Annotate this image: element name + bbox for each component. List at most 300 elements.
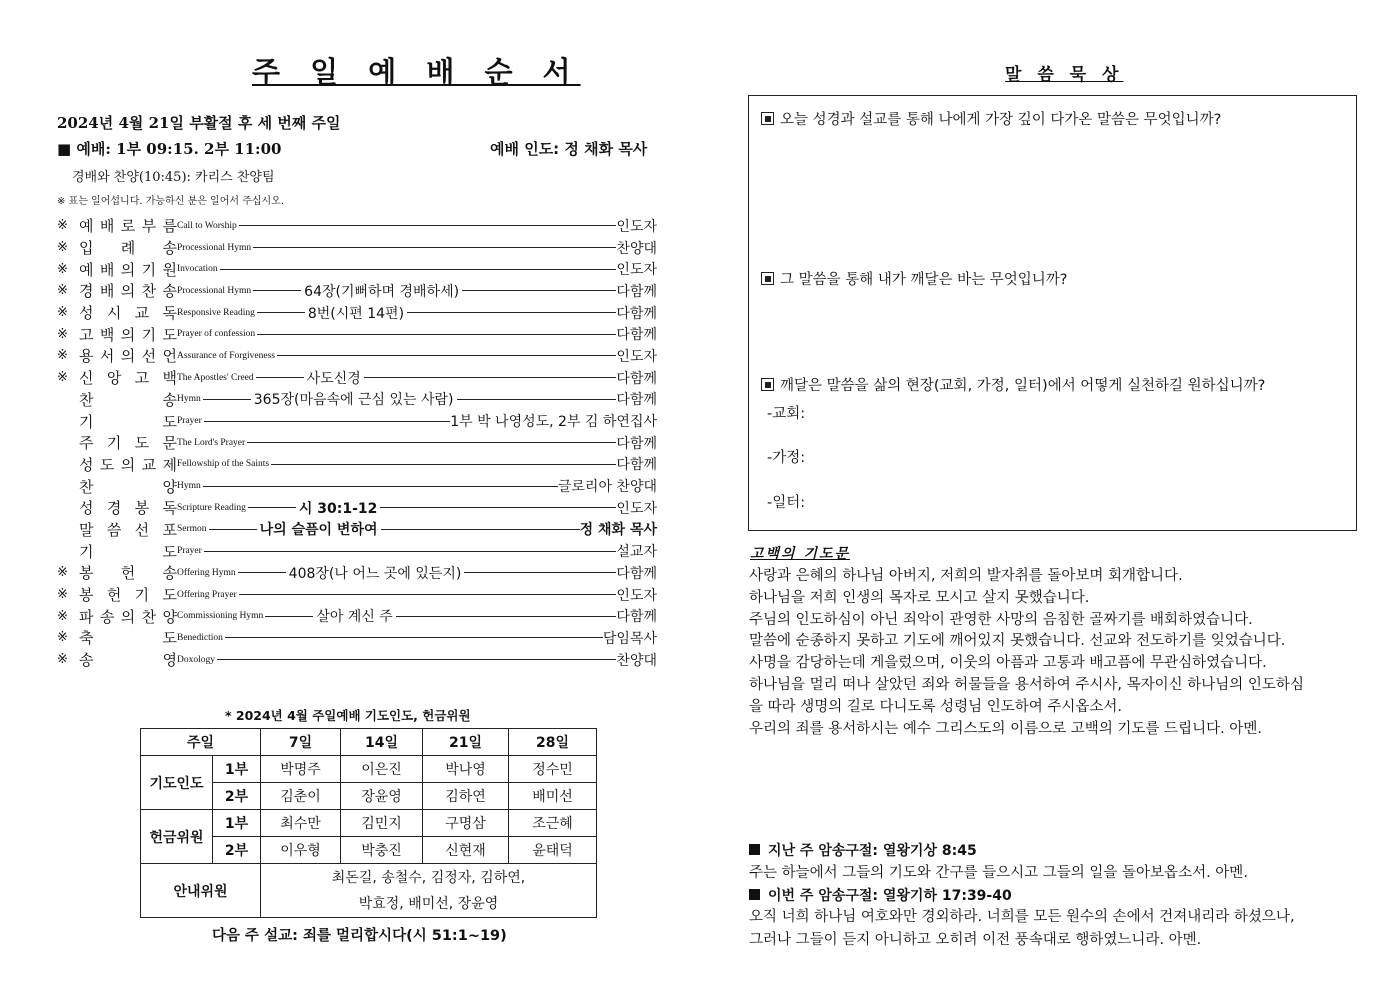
name-char: 포 bbox=[162, 520, 177, 539]
heading-text: 지난 주 암송구절: 열왕기상 8:45 bbox=[768, 843, 977, 859]
stand-mark: ※ bbox=[57, 370, 68, 386]
name-char: 교 bbox=[141, 455, 157, 474]
usher-line: 박효정, 배미선, 장윤영 bbox=[358, 895, 499, 912]
part-label: 1부 bbox=[213, 810, 261, 837]
order-item-name bbox=[79, 411, 177, 432]
stand-mark: ※ bbox=[57, 283, 68, 299]
order-item bbox=[57, 410, 657, 432]
name-char: 백 bbox=[162, 369, 177, 388]
order-item bbox=[57, 367, 657, 389]
name-char: 찬 bbox=[79, 477, 94, 496]
dotted-rule bbox=[253, 247, 616, 248]
order-item-name bbox=[79, 497, 177, 518]
order-item bbox=[57, 454, 657, 476]
name-char: 독 bbox=[162, 499, 177, 518]
service-date: 2024년 4월 21일 부활절 후 세 번째 주일 bbox=[57, 114, 341, 132]
name-char: 고 bbox=[79, 325, 94, 344]
square-bullet-icon bbox=[749, 844, 760, 855]
order-item bbox=[57, 627, 657, 649]
name-char: 선 bbox=[134, 520, 150, 539]
name-char: 양 bbox=[162, 607, 177, 626]
order-item-english: Invocation bbox=[177, 264, 218, 275]
name-char: 예 bbox=[79, 217, 94, 236]
leader-line bbox=[256, 368, 617, 388]
name-char: 헌 bbox=[106, 586, 122, 605]
order-item bbox=[57, 258, 657, 280]
order-item bbox=[57, 649, 657, 671]
name-char: 도 bbox=[162, 412, 177, 431]
order-item bbox=[57, 432, 657, 454]
order-item-content: 시 30:1-12 bbox=[298, 500, 378, 517]
leader-line bbox=[217, 659, 616, 660]
order-item-responsible: 인도자 bbox=[616, 348, 657, 365]
header-cell: 7일 bbox=[261, 729, 341, 756]
name-char: 입 bbox=[79, 239, 94, 258]
order-item-responsible: 다함께 bbox=[616, 370, 657, 387]
name-char: 언 bbox=[162, 347, 177, 366]
order-item bbox=[57, 584, 657, 606]
name-char: 례 bbox=[120, 239, 136, 258]
name-char: 파 bbox=[79, 607, 94, 626]
order-item bbox=[57, 475, 657, 497]
name-char: 주 bbox=[79, 434, 94, 453]
dotted-rule bbox=[396, 616, 617, 617]
order-item-responsible: 인도자 bbox=[616, 262, 657, 279]
order-item-content: 살아 계신 주 bbox=[316, 609, 393, 626]
order-item-responsible: 설교자 bbox=[616, 544, 657, 561]
order-item-responsible: 인도자 bbox=[616, 218, 657, 235]
table-cell: 정수민 bbox=[509, 756, 597, 783]
name-char: 씀 bbox=[106, 520, 122, 539]
order-item-name bbox=[79, 649, 177, 670]
work-label: -일터: bbox=[767, 495, 806, 511]
name-char: 선 bbox=[141, 347, 157, 366]
name-char: 문 bbox=[162, 434, 177, 453]
name-char: 송 bbox=[99, 607, 115, 626]
dotted-rule bbox=[257, 334, 616, 335]
roster-table bbox=[140, 728, 597, 918]
order-item-english: Prayer of confession bbox=[177, 329, 256, 340]
leader-line bbox=[239, 225, 617, 226]
order-item-responsible: 다함께 bbox=[616, 435, 657, 452]
order-item-responsible: 인도자 bbox=[616, 587, 657, 604]
name-char: 말 bbox=[79, 520, 94, 539]
praise-info: 경배와 찬양(10:45): 카리스 찬양팀 bbox=[72, 170, 275, 185]
row-label-usher: 안내위원 bbox=[141, 864, 261, 918]
name-char: 송 bbox=[162, 564, 177, 583]
worship-leader: 예배 인도: 정 채화 목사 bbox=[490, 140, 648, 158]
order-item-content: 408장(나 어느 곳에 있든지) bbox=[288, 565, 462, 582]
name-char: 기 bbox=[79, 412, 94, 431]
table-cell: 최수만 bbox=[261, 810, 341, 837]
order-item bbox=[57, 345, 657, 367]
question-text: 오늘 성경과 설교를 통해 나에게 가장 깊이 다가온 말씀은 무엇입니까? bbox=[780, 112, 1222, 128]
confession-line: 하나님을 멀리 떠나 살았던 죄와 허물들을 용서하여 주시사, 목자이신 하나님의 인도하심 bbox=[749, 676, 1304, 693]
this-week-verse-heading bbox=[749, 885, 1012, 905]
order-item-name bbox=[79, 454, 177, 475]
name-char: 배 bbox=[99, 217, 115, 236]
name-char: 앙 bbox=[106, 369, 122, 388]
name-char: 도 bbox=[134, 434, 150, 453]
name-char: 도 bbox=[99, 455, 115, 474]
dotted-rule bbox=[203, 399, 251, 400]
name-char: 기 bbox=[141, 260, 157, 279]
name-char: 의 bbox=[120, 347, 136, 366]
confession-title: 고백의 기도문 bbox=[750, 546, 851, 562]
order-item-name bbox=[79, 237, 177, 258]
leader-line bbox=[253, 281, 616, 301]
name-char: 송 bbox=[162, 282, 177, 301]
order-item-english: Fellowship of the Saints bbox=[177, 459, 270, 470]
table-header-row bbox=[141, 729, 597, 756]
dotted-rule bbox=[380, 507, 616, 508]
name-char: 의 bbox=[120, 455, 136, 474]
table-cell: 이우형 bbox=[261, 837, 341, 864]
order-item bbox=[57, 605, 657, 627]
name-char: 성 bbox=[79, 304, 94, 323]
name-char: 서 bbox=[99, 347, 115, 366]
order-item-responsible: 담임목사 bbox=[602, 630, 657, 647]
question-text: 그 말씀을 통해 내가 깨달은 바는 무엇입니까? bbox=[780, 272, 1068, 288]
row-label-offering: 헌금위원 bbox=[141, 810, 213, 864]
table-row bbox=[141, 864, 597, 918]
name-char: 기 bbox=[106, 434, 122, 453]
confession-line: 말씀에 순종하지 못하고 기도에 깨어있지 못했습니다. 선교와 전도하기를 잊었습니다. bbox=[749, 633, 1286, 650]
dotted-rule bbox=[204, 551, 617, 552]
name-char: 배 bbox=[99, 260, 115, 279]
header-cell: 28일 bbox=[509, 729, 597, 756]
name-char: 름 bbox=[162, 217, 177, 236]
page-title: 주 일 예 배 순 서 bbox=[252, 55, 581, 89]
table-cell: 배미선 bbox=[509, 783, 597, 810]
order-item-content: 사도신경 bbox=[306, 370, 361, 387]
order-item bbox=[57, 302, 657, 324]
stand-mark: ※ bbox=[57, 348, 68, 364]
header-cell: 주일 bbox=[141, 729, 261, 756]
home-label: -가정: bbox=[767, 450, 806, 466]
name-char: 로 bbox=[120, 217, 136, 236]
order-item-english: The Lord's Prayer bbox=[177, 437, 246, 448]
dotted-rule bbox=[457, 399, 617, 400]
leader-line bbox=[225, 637, 603, 638]
order-item-english: Sermon bbox=[177, 524, 207, 535]
name-char: 경 bbox=[79, 282, 94, 301]
table-cell: 윤태덕 bbox=[509, 837, 597, 864]
order-item-english: Hymn bbox=[177, 394, 201, 405]
order-item-english: Hymn bbox=[177, 481, 201, 492]
dotted-rule bbox=[204, 421, 450, 422]
dotted-rule bbox=[248, 507, 296, 508]
order-item-responsible: 인도자 bbox=[616, 500, 657, 517]
order-item bbox=[57, 519, 657, 541]
table-cell: 이은진 bbox=[341, 756, 423, 783]
dotted-rule bbox=[257, 312, 305, 313]
name-char: 도 bbox=[162, 542, 177, 561]
dotted-rule bbox=[364, 377, 617, 378]
name-char: 의 bbox=[120, 607, 136, 626]
name-char: 봉 bbox=[79, 586, 94, 605]
stand-mark: ※ bbox=[57, 305, 68, 321]
name-char: 배 bbox=[99, 282, 115, 301]
order-item bbox=[57, 562, 657, 584]
order-item-responsible: 다함께 bbox=[616, 457, 657, 474]
name-char: 독 bbox=[162, 304, 177, 323]
order-item-responsible: 글로리아 찬양대 bbox=[557, 479, 657, 496]
order-item bbox=[57, 323, 657, 345]
order-item-english: Scripture Reading bbox=[177, 502, 246, 513]
leader-line bbox=[203, 389, 617, 409]
order-item-responsible: 다함께 bbox=[616, 609, 657, 626]
stand-note: ※ 표는 일어섭니다. 가능하신 분은 일어서 주십시오. bbox=[57, 196, 285, 207]
name-char: 원 bbox=[162, 260, 177, 279]
confession-line: 하나님을 저희 인생의 목자로 모시고 살지 못했습니다. bbox=[749, 589, 1090, 606]
order-item-english: Commissioning Hymn bbox=[177, 611, 264, 622]
leader-line bbox=[209, 519, 580, 539]
name-char: 양 bbox=[162, 477, 177, 496]
name-char: 송 bbox=[79, 651, 94, 670]
order-item-name bbox=[79, 432, 177, 453]
order-item-english: Offering Hymn bbox=[177, 567, 236, 578]
order-item bbox=[57, 237, 657, 259]
leader-line bbox=[203, 486, 558, 487]
dotted-rule bbox=[277, 355, 616, 356]
next-sermon: 다음 주 설교: 죄를 멀리합시다(시 51:1~19) bbox=[212, 928, 507, 944]
name-char: 찬 bbox=[141, 282, 157, 301]
part-label: 2부 bbox=[213, 783, 261, 810]
question-2 bbox=[761, 268, 1067, 289]
name-char: 예 bbox=[79, 260, 94, 279]
row-label-prayer: 기도인도 bbox=[141, 756, 213, 810]
name-char: 도 bbox=[162, 325, 177, 344]
table-cell: 박명주 bbox=[261, 756, 341, 783]
header-cell: 14일 bbox=[341, 729, 423, 756]
order-item-content: 나의 슬픔이 변하여 bbox=[259, 522, 378, 539]
table-cell: 김민지 bbox=[341, 810, 423, 837]
order-item-english: Responsive Reading bbox=[177, 307, 255, 318]
dotted-rule bbox=[203, 486, 558, 487]
table-cell: 조근혜 bbox=[509, 810, 597, 837]
order-item-responsible: 찬양대 bbox=[616, 652, 657, 669]
confession-line: 을 따라 생명의 길로 다니도록 성령님 인도하여 주시옵소서. bbox=[749, 698, 1123, 715]
leader-line bbox=[204, 421, 450, 422]
name-char: 백 bbox=[99, 325, 115, 344]
stand-mark: ※ bbox=[57, 261, 68, 277]
dotted-rule bbox=[256, 377, 304, 378]
leader-line bbox=[271, 464, 616, 465]
this-week-verse-line: 그러나 그들이 듣지 아니하고 오히려 이전 풍속대로 행하였느니라. 아멘. bbox=[749, 932, 1202, 948]
order-item-name bbox=[79, 606, 177, 627]
dotted-rule bbox=[247, 442, 616, 443]
name-char: 도 bbox=[162, 629, 177, 648]
order-item-english: Processional Hymn bbox=[177, 285, 252, 296]
checkbox-square-icon bbox=[761, 112, 774, 125]
name-char: 의 bbox=[120, 260, 136, 279]
order-item-responsible: 1부 박 나영성도, 2부 김 하연집사 bbox=[450, 414, 657, 431]
order-item-responsible: 다함께 bbox=[616, 392, 657, 409]
name-char: 경 bbox=[106, 499, 122, 518]
table-cell: 김춘이 bbox=[261, 783, 341, 810]
leader-line bbox=[238, 563, 617, 583]
name-char: 헌 bbox=[120, 564, 136, 583]
order-item-english: Offering Prayer bbox=[177, 589, 237, 600]
leader-line bbox=[248, 498, 617, 518]
order-item-english: Prayer bbox=[177, 416, 202, 427]
part-label: 1부 bbox=[213, 756, 261, 783]
name-char: 교 bbox=[134, 304, 150, 323]
table-cell: 구명삼 bbox=[423, 810, 509, 837]
order-item-name bbox=[79, 345, 177, 366]
order-item-responsible: 다함께 bbox=[616, 565, 657, 582]
stand-mark: ※ bbox=[57, 326, 68, 342]
order-item-content: 8번(시편 14편) bbox=[307, 305, 405, 322]
last-week-verse-heading bbox=[749, 840, 977, 860]
name-char: 봉 bbox=[134, 499, 150, 518]
stand-mark: ※ bbox=[57, 240, 68, 256]
dotted-rule bbox=[238, 572, 286, 573]
this-week-verse-line: 오직 너희 하나님 여호와만 경외하라. 너희를 모든 원수의 손에서 건져내리라 하셨으나, bbox=[749, 909, 1295, 925]
stand-mark: ※ bbox=[57, 587, 68, 603]
table-cell: 장윤영 bbox=[341, 783, 423, 810]
stand-mark: ※ bbox=[57, 565, 68, 581]
church-label: -교회: bbox=[767, 406, 806, 422]
last-week-verse: 주는 하늘에서 그들의 기도와 간구를 들으시고 그들의 일을 돌아보옵소서. 아멘. bbox=[749, 865, 1248, 881]
order-item-name bbox=[79, 389, 177, 410]
order-item-name bbox=[79, 259, 177, 280]
order-item-name bbox=[79, 215, 177, 236]
service-times: ■ 예배: 1부 09:15. 2부 11:00 bbox=[57, 140, 282, 158]
leader-line bbox=[239, 594, 617, 595]
order-item-english: Processional Hymn bbox=[177, 242, 252, 253]
leader-line bbox=[257, 303, 617, 323]
name-char: 의 bbox=[120, 282, 136, 301]
name-char: 시 bbox=[106, 304, 122, 323]
order-item-name bbox=[79, 324, 177, 345]
usher-names bbox=[261, 864, 597, 918]
order-item-english: Prayer bbox=[177, 546, 202, 557]
confession-line: 사랑과 은혜의 하나님 아버지, 저희의 발자취를 돌아보며 회개합니다. bbox=[749, 568, 1183, 584]
square-bullet-icon bbox=[749, 889, 760, 900]
name-char: 송 bbox=[162, 239, 177, 258]
name-char: 찬 bbox=[141, 607, 157, 626]
name-char: 기 bbox=[79, 542, 94, 561]
confession-prayer bbox=[749, 566, 1369, 740]
leader-line bbox=[265, 606, 616, 626]
name-char: 용 bbox=[79, 347, 94, 366]
name-char: 부 bbox=[141, 217, 157, 236]
name-char: 봉 bbox=[79, 564, 94, 583]
order-item-name bbox=[79, 627, 177, 648]
dotted-rule bbox=[209, 529, 257, 530]
order-item-responsible: 다함께 bbox=[616, 283, 657, 300]
order-of-worship bbox=[57, 215, 657, 670]
table-cell: 박나영 bbox=[423, 756, 509, 783]
confession-line: 우리의 죄를 용서하시는 예수 그리스도의 이름으로 고백의 기도를 드립니다. 아멘. bbox=[749, 720, 1262, 737]
order-item-responsible: 다함께 bbox=[616, 327, 657, 344]
checkbox-square-icon bbox=[761, 272, 774, 285]
order-item-content: 64장(기뻐하며 경배하세) bbox=[304, 283, 460, 300]
order-item-responsible: 다함께 bbox=[616, 305, 657, 322]
name-char: 도 bbox=[162, 586, 177, 605]
order-item bbox=[57, 215, 657, 237]
leader-line bbox=[277, 355, 616, 356]
confession-line: 사명을 감당하는데 게을렀으며, 이웃의 아픔과 고통과 배고픔에 무관심하였습니다. bbox=[749, 655, 1267, 672]
name-char: 기 bbox=[141, 325, 157, 344]
order-item-english: The Apostles' Creed bbox=[177, 372, 254, 383]
order-item-english: Assurance of Forgiveness bbox=[177, 350, 275, 361]
dotted-rule bbox=[381, 529, 580, 530]
usher-line: 최돈길, 송철수, 김정자, 김하연, bbox=[331, 869, 526, 886]
leader-line bbox=[204, 551, 617, 552]
order-item-responsible: 정 채화 목사 bbox=[579, 522, 657, 539]
dotted-rule bbox=[462, 290, 616, 291]
table-caption: * 2024년 4월 주일예배 기도인도, 헌금위원 bbox=[225, 708, 471, 723]
dotted-rule bbox=[220, 269, 617, 270]
order-item-name bbox=[79, 302, 177, 323]
name-char: 영 bbox=[162, 651, 177, 670]
question-3 bbox=[761, 374, 1265, 395]
order-item bbox=[57, 389, 657, 411]
order-item-english: Benediction bbox=[177, 632, 223, 643]
name-char: 고 bbox=[134, 369, 150, 388]
order-item-name bbox=[79, 519, 177, 540]
order-item-name bbox=[79, 280, 177, 301]
dotted-rule bbox=[239, 225, 617, 226]
name-char: 의 bbox=[120, 325, 136, 344]
stand-mark: ※ bbox=[57, 652, 68, 668]
dotted-rule bbox=[217, 659, 616, 660]
table-cell: 박충진 bbox=[341, 837, 423, 864]
name-char: 성 bbox=[79, 499, 94, 518]
dotted-rule bbox=[225, 637, 603, 638]
question-text: 깨달은 말씀을 삶의 현장(교회, 가정, 일터)에서 어떻게 실천하길 원하십니까? bbox=[780, 378, 1266, 394]
dotted-rule bbox=[464, 572, 616, 573]
name-char: 찬 bbox=[79, 390, 94, 409]
table-cell: 김하연 bbox=[423, 783, 509, 810]
dotted-rule bbox=[239, 594, 617, 595]
name-char: 제 bbox=[162, 455, 177, 474]
leader-line bbox=[220, 269, 617, 270]
heading-text: 이번 주 암송구절: 열왕기하 17:39-40 bbox=[768, 888, 1012, 904]
order-item-responsible: 찬양대 bbox=[616, 240, 657, 257]
name-char: 축 bbox=[79, 629, 94, 648]
order-item-content: 365장(마음속에 근심 있는 사람) bbox=[253, 392, 454, 409]
name-char: 송 bbox=[162, 390, 177, 409]
order-item bbox=[57, 280, 657, 302]
leader-line bbox=[257, 334, 616, 335]
stand-mark: ※ bbox=[57, 608, 68, 624]
stand-mark: ※ bbox=[57, 630, 68, 646]
order-item-english: Doxology bbox=[177, 654, 215, 665]
order-item bbox=[57, 540, 657, 562]
leader-line bbox=[253, 247, 616, 248]
table-row bbox=[141, 756, 597, 783]
order-item-name bbox=[79, 476, 177, 497]
confession-line: 주님의 인도하심이 아닌 죄악이 관영한 사망의 음침한 골짜기를 배회하였습니다. bbox=[749, 611, 1253, 628]
order-item-name bbox=[79, 584, 177, 605]
checkbox-square-icon bbox=[761, 378, 774, 391]
name-char: 기 bbox=[134, 586, 150, 605]
dotted-rule bbox=[253, 290, 301, 291]
meditation-box bbox=[748, 95, 1357, 531]
name-char: 성 bbox=[79, 455, 94, 474]
meditation-title: 말 씀 묵 상 bbox=[1005, 65, 1124, 85]
order-item-english: Call to Worship bbox=[177, 220, 237, 231]
table-row bbox=[141, 810, 597, 837]
dotted-rule bbox=[265, 616, 313, 617]
table-cell: 신현재 bbox=[423, 837, 509, 864]
part-label: 2부 bbox=[213, 837, 261, 864]
dotted-rule bbox=[271, 464, 616, 465]
